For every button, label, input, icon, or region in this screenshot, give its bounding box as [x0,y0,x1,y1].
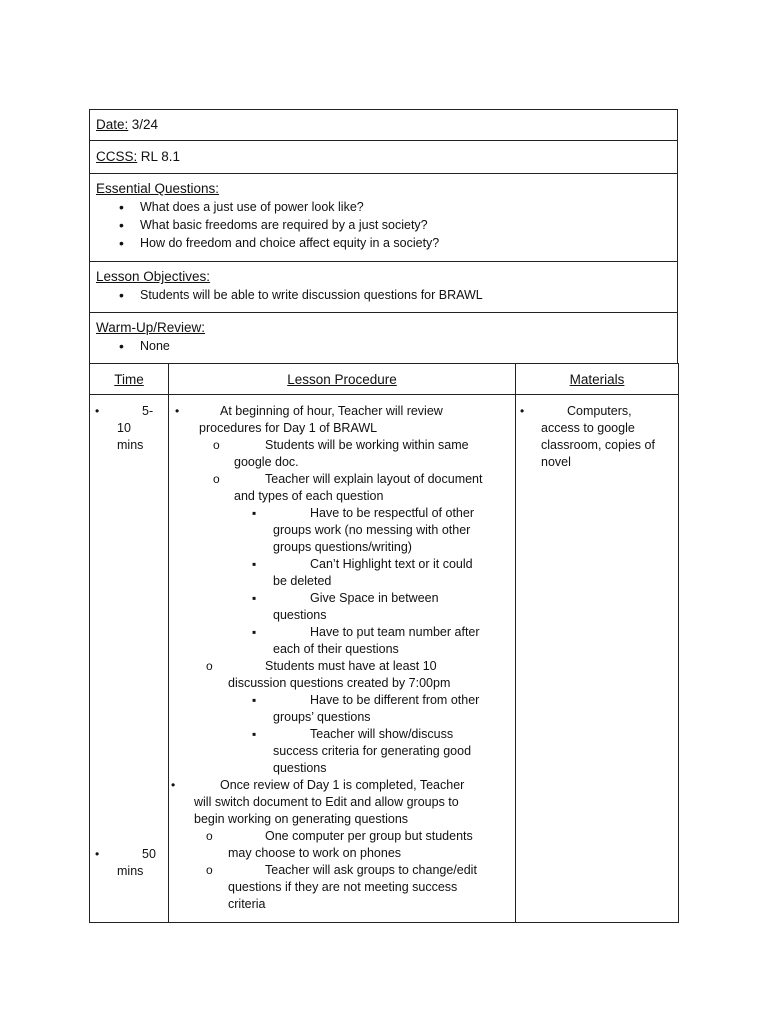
procedure-text: Give Space in between [310,591,439,605]
materials-cell [516,395,679,923]
procedure-text: and types of each question [234,489,384,503]
procedure-cell [169,395,516,923]
procedure-text: be deleted [273,574,332,588]
procedure-text: Once review of Day 1 is completed, Teacher [220,778,465,792]
procedure-text: Can’t Highlight text or it could [310,557,473,571]
procedure-text: groups questions/writing) [273,540,412,554]
essential-questions-section [89,173,678,261]
list-item: • None [140,337,671,355]
procedure-text: discussion questions created by 7:00pm [228,676,451,690]
time-cell [90,395,169,923]
procedure-text: each of their questions [273,642,399,656]
list-item: • What does a just use of power look like? [140,198,671,216]
ccss-row [89,140,678,173]
procedure-text: criteria [228,897,266,911]
date-row [89,109,678,140]
materials-text: access to google [541,421,635,435]
square-bullet-icon: ▪ [252,557,257,571]
procedure-header: Lesson Procedure [169,364,516,395]
lesson-objectives-label: Lesson Objectives: [96,269,211,284]
circle-bullet-icon: o [206,829,213,843]
procedure-text: may choose to work on phones [228,846,402,860]
procedure-text: groups’ questions [273,710,371,724]
time-text: 50 [142,847,156,861]
ccss-label: CCSS: [96,149,138,164]
date-label: Date: [96,117,129,132]
procedure-text: Have to be different from other [310,693,480,707]
materials-text: Computers, [567,404,632,418]
circle-bullet-icon: o [206,863,213,877]
procedure-text: questions [273,761,327,775]
date-value: 3/24 [131,117,159,132]
procedure-table [89,363,679,923]
procedure-text: Teacher will explain layout of document [265,472,483,486]
time-text: mins [117,438,144,452]
square-bullet-icon: ▪ [252,506,257,520]
time-text: 5- [142,404,154,418]
procedure-text: success criteria for generating good [273,744,472,758]
procedure-text: Have to be respectful of other [310,506,474,520]
procedure-text: Students will be working within same [265,438,469,452]
procedure-text: Have to put team number after [310,625,480,639]
bullet-icon: • [520,404,525,418]
square-bullet-icon: ▪ [252,727,257,741]
bullet-icon: • [95,404,100,418]
list-item: • How do freedom and choice affect equity in a society? [140,234,671,252]
procedure-text: At beginning of hour, Teacher will review [220,404,443,418]
circle-bullet-icon: o [213,472,220,486]
bullet-icon: • [171,778,176,792]
time-header: Time [90,364,169,395]
list-item: • Students will be able to write discussion questions for BRAWL [140,286,671,304]
essential-questions-label: Essential Questions: [96,181,220,196]
procedure-text: groups work (no messing with other [273,523,471,537]
procedure-text: One computer per group but students [265,829,473,843]
warm-up-label: Warm-Up/Review: [96,320,206,335]
square-bullet-icon: ▪ [252,591,257,605]
circle-bullet-icon: o [213,438,220,452]
bullet-icon: • [95,847,100,861]
table-row [90,395,679,923]
warm-up-section [89,312,678,363]
procedure-text: Teacher will show/discuss [310,727,454,741]
time-text: mins [117,864,144,878]
procedure-text: procedures for Day 1 of BRAWL [199,421,378,435]
procedure-text: google doc. [234,455,299,469]
time-text: 10 [117,421,131,435]
procedure-text: questions if they are not meeting success [228,880,458,894]
lesson-plan [89,109,678,923]
essential-questions-list [96,198,671,252]
square-bullet-icon: ▪ [252,693,257,707]
list-item: • What basic freedoms are required by a just society? [140,216,671,234]
procedure-text: will switch document to Edit and allow groups to [194,795,459,809]
warm-up-list [96,337,671,355]
circle-bullet-icon: o [206,659,213,673]
lesson-objectives-section [89,261,678,312]
materials-text: novel [541,455,571,469]
square-bullet-icon: ▪ [252,625,257,639]
procedure-text: Students must have at least 10 [265,659,437,673]
materials-header: Materials [516,364,679,395]
materials-text: classroom, copies of [541,438,655,452]
procedure-text: Teacher will ask groups to change/edit [265,863,477,877]
procedure-text: questions [273,608,327,622]
table-header-row [90,364,679,395]
bullet-icon: • [175,404,180,418]
lesson-objectives-list [96,286,671,304]
ccss-value: RL 8.1 [140,149,181,164]
procedure-text: begin working on generating questions [194,812,409,826]
